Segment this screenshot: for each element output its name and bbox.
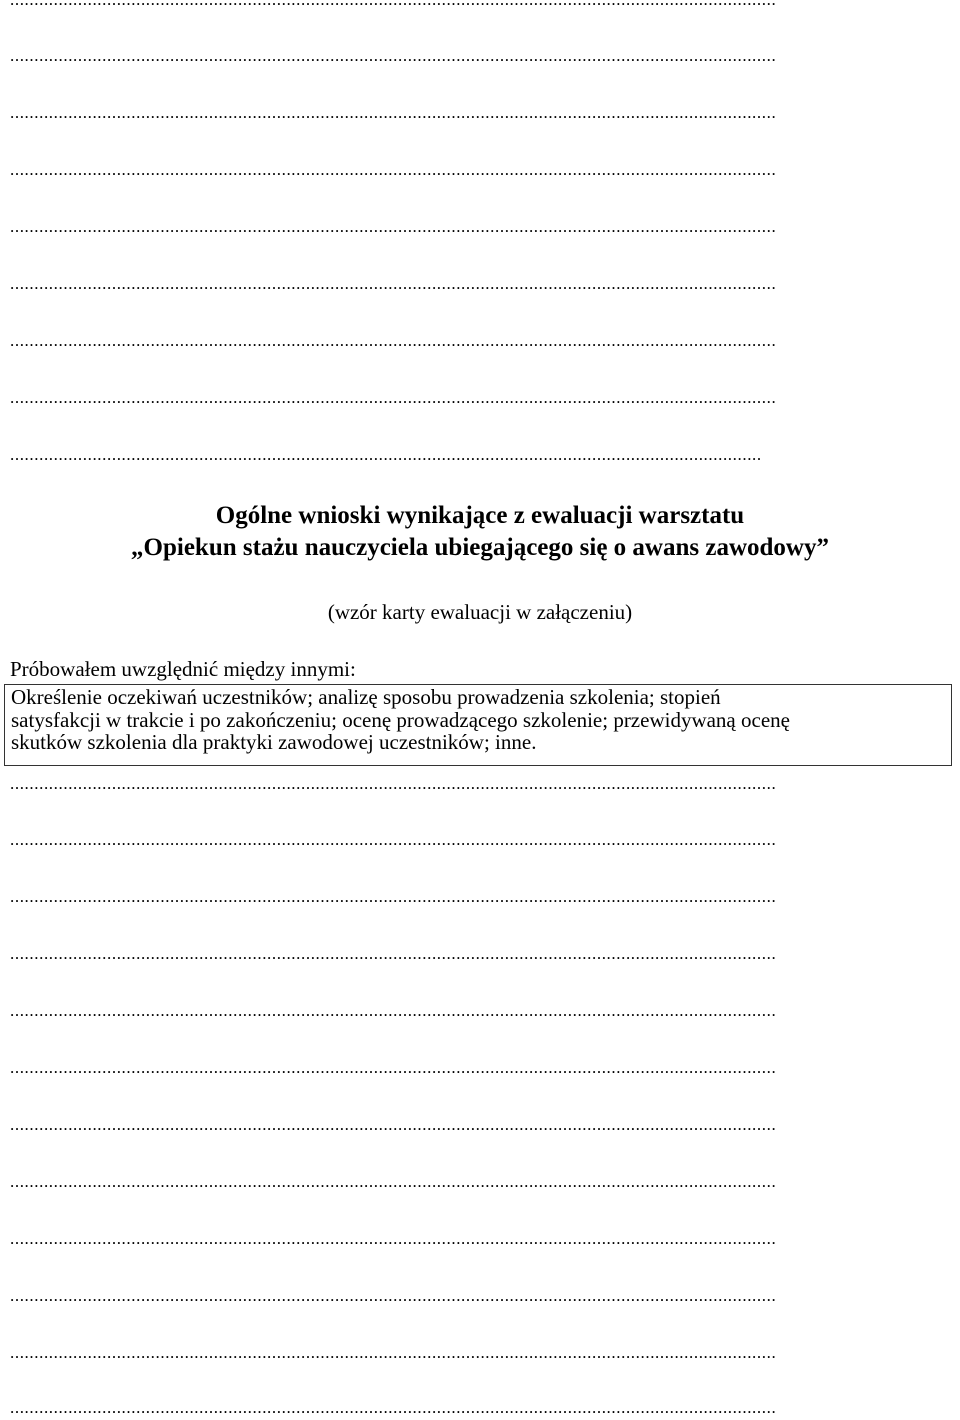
dotted-line: .............................................................................................................................................................. (10, 217, 777, 236)
dotted-line: .............................................................................................................................................................. (10, 774, 777, 793)
dotted-line: .............................................................................................................................................................. (10, 331, 777, 350)
intro-text: Próbowałem uwzględnić między innymi: (10, 657, 356, 681)
dotted-line: .............................................................................................................................................................. (10, 1058, 777, 1077)
dotted-line (10, 0, 950, 12)
dotted-line: .............................................................................................................................................................. (10, 830, 777, 849)
dotted-line: .............................................................................................................................................................. (10, 160, 777, 179)
page-title: Ogólne wnioski wynikające z ewaluacji warsztatu (215, 502, 745, 529)
dotted-line: .............................................................................................................................................................. (10, 887, 777, 906)
dotted-line: .............................................................................................................................................................. (10, 1398, 777, 1417)
dotted-line: .............................................................................................................................................................. (10, 388, 777, 407)
dotted-line: .............................................................................................................................................................. (10, 274, 777, 293)
dotted-line: .............................................................................................................................................................. (10, 46, 777, 65)
dotted-line: .............................................................................................................................................................. (10, 1343, 777, 1362)
dotted-line: .............................................................................................................................................................. (10, 1229, 777, 1248)
dotted-line: .............................................................................................................................................................. (10, 1172, 777, 1191)
criteria-line: Określenie oczekiwań uczestników; analizę sposobu prowadzenia szkolenia; stopień (11, 685, 721, 709)
dotted-line: .............................................................................................................................................................. (10, 944, 777, 963)
criteria-line: satysfakcji w trakcie i po zakończeniu; ocenę prowadzącego szkolenie; przewidywaną ocenę (11, 707, 790, 732)
dotted-line: .............................................................................................................................................................. (10, 1286, 777, 1305)
criteria-line: skutków szkolenia dla praktyki zawodowej uczestników; inne. (11, 730, 537, 754)
dotted-line: ........................................................................................................................................................... (10, 445, 762, 464)
dotted-line: .............................................................................................................................................................. (10, 1001, 777, 1020)
dotted-line: .............................................................................................................................................................. (10, 1115, 777, 1134)
dotted-line: .............................................................................................................................................................. (10, 103, 777, 122)
page-title-workshop-name: „Opiekun stażu nauczyciela ubiegającego się o awans zawodowy” (131, 534, 829, 561)
criteria-box (4, 684, 952, 766)
attachment-note: (wzór karty ewaluacji w załączeniu) (327, 600, 633, 624)
